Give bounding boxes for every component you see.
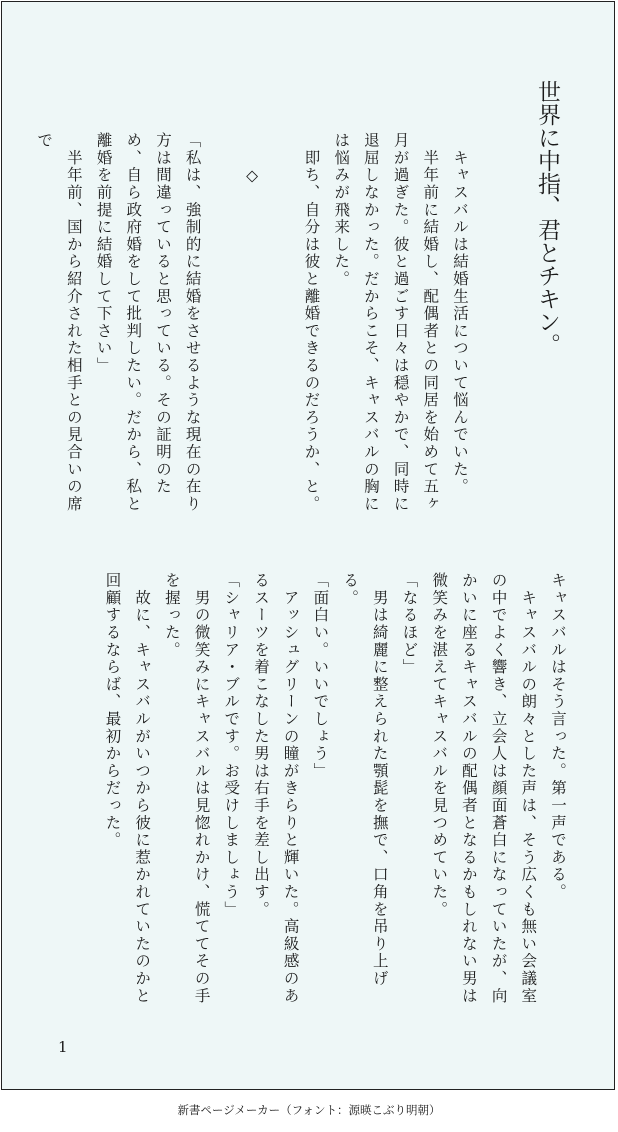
paragraph: 故に、キャスバルがいつから彼に惹かれていたのかと回顧するならば、最初からだった。 [103, 572, 152, 1005]
paragraph: 「なるほど」 [400, 572, 419, 676]
page-number: 1 [58, 1038, 68, 1056]
paragraph: 「私は、強制的に結婚をさせるような現在の在り方は間違っていると思っている。その証明のため、自ら政府婚をして批判したい。だから、私と離婚を前提に結婚して下さい」 [94, 132, 202, 513]
upper-text-block [35, 132, 474, 527]
paragraph: 即ち、自分は彼と離婚できるのだろうか、と。 [302, 132, 321, 513]
paragraph: キャスバルの朗々とした声は、そう広くも無い会議室の中でよく響き、立会人は顔面蒼白になっていたが、向かいに座るキャスバルの配偶者となるかもしれない男は微笑みを湛えてキャスバルを見つめていた。 [430, 572, 538, 1005]
paragraph: 「面白い。いいでしょう」 [311, 572, 330, 780]
blank-line [207, 132, 237, 527]
paragraph: 半年前、国から紹介された相手との見合いの席で [35, 132, 83, 513]
paragraph: 男は綺麗に整えられた顎髭を撫で、口角を吊り上げる。 [341, 572, 389, 988]
paragraph: アッシュグリーンの瞳がきらりと輝いた。高級感のあるスーツを着こなした男は右手を差し出す。 [251, 572, 300, 1005]
blank-line [266, 132, 296, 527]
paragraph: キャスバルはそう言った。第一声である。 [549, 572, 567, 901]
manuscript-page [1, 1, 615, 1090]
paragraph: キャスバルは結婚生活について悩んでいた。 [451, 132, 469, 496]
paragraph: 「シャリア・ブルです。お受けしましょう」 [222, 572, 241, 918]
footer-caption: 新書ページメーカー（フォント：源暎こぶり明朝） [177, 1103, 441, 1117]
scene-break-diamond: ◇ [243, 132, 262, 187]
lower-text-block [88, 572, 572, 1012]
paragraph: 男の微笑みにキャスバルは見惚れかけ、慌ててその手を握った。 [162, 572, 211, 1005]
paragraph: 半年前に結婚し、配偶者との同居を始めて五ヶ月が過ぎた。彼と過ごす日々は穏やかで、同時に退屈しなかった。だからこそ、キャスバルの胸には悩みが飛来した。 [332, 132, 440, 513]
page-title: 世界に中指、君とチキン。 [534, 80, 560, 356]
